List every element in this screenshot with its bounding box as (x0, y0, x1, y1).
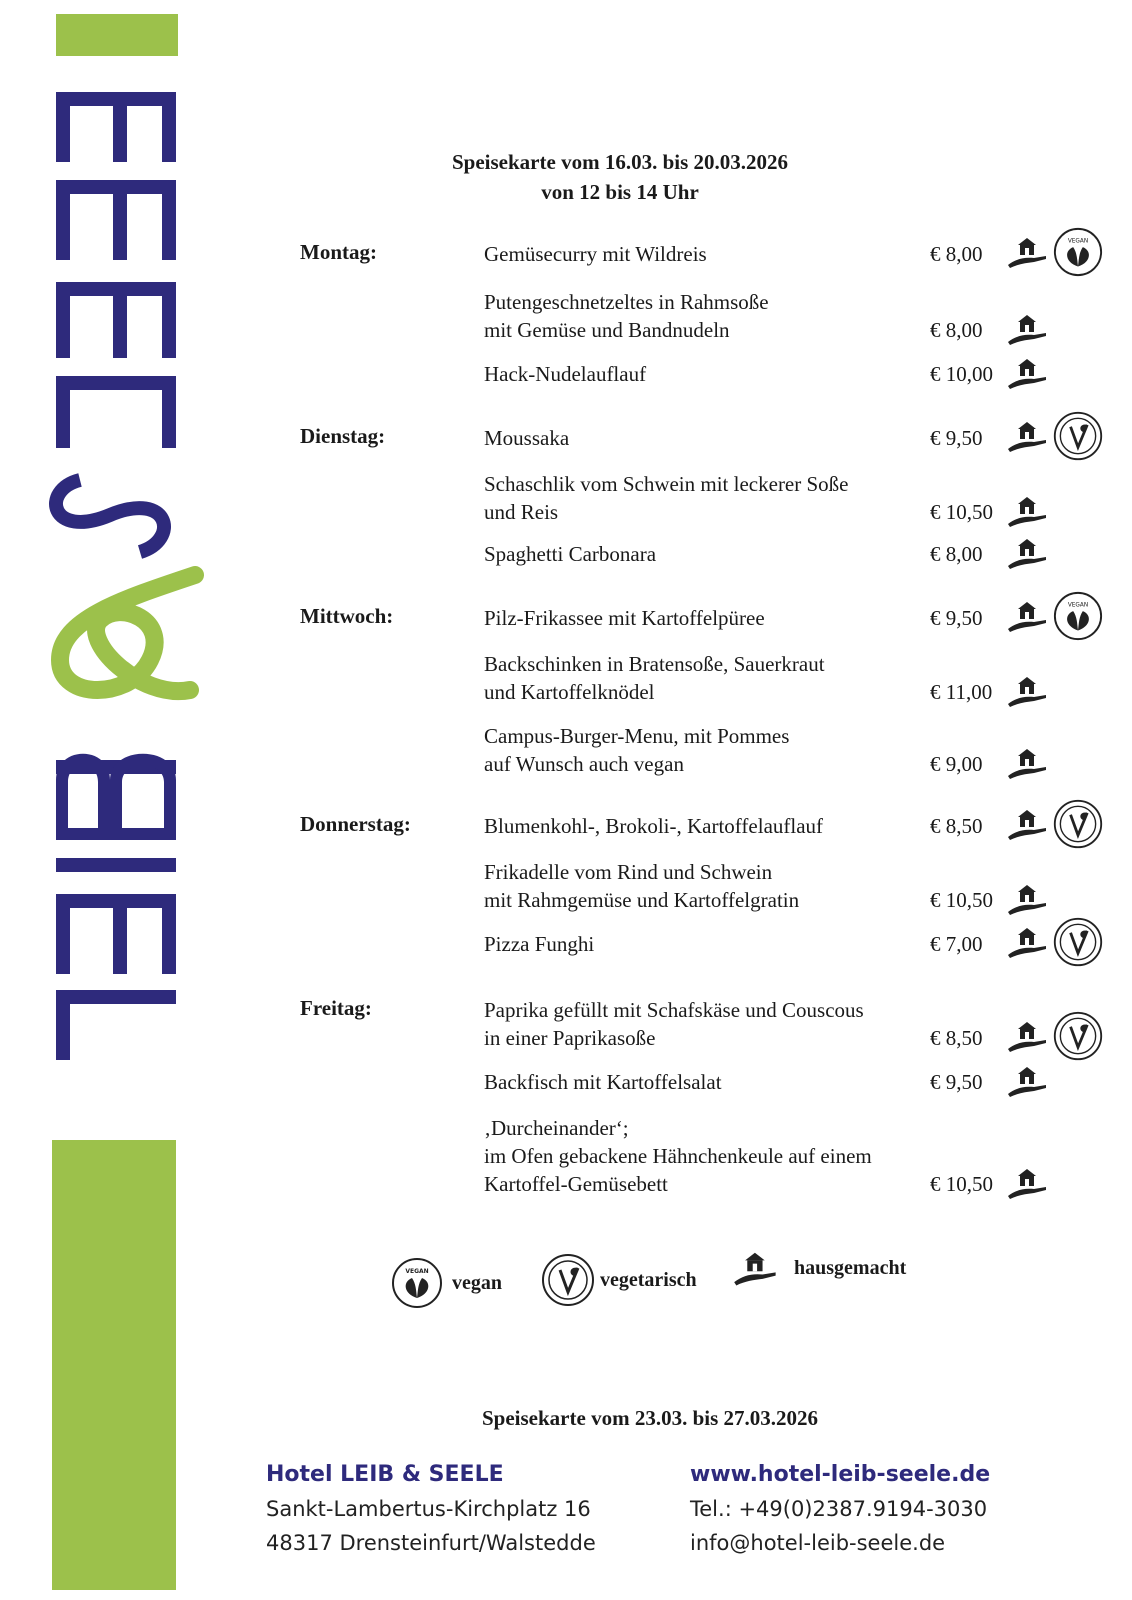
dish-badges (1006, 1010, 1104, 1062)
dish-price: € 10,00 (930, 362, 993, 386)
dish-line: Gemüsecurry mit Wildreis (484, 242, 707, 266)
vegan-seal-icon (390, 1256, 444, 1310)
homemade-hand-icon (1006, 925, 1050, 959)
homemade-hand-icon (732, 1248, 780, 1288)
dish-name (484, 650, 825, 706)
homemade-hand-icon (1006, 1166, 1050, 1200)
dish-name (484, 1068, 722, 1096)
dish-name (484, 540, 656, 568)
dish-line: Pizza Funghi (484, 932, 595, 956)
vegan-seal-icon (1052, 590, 1104, 642)
dish-line: Putengeschnetzeltes in Rahmsoße (484, 290, 769, 314)
homemade-hand-icon (1006, 882, 1050, 916)
dish-line: ‚Durcheinander‘; (484, 1116, 629, 1140)
dish-line: Backschinken in Bratensoße, Sauerkraut (484, 652, 825, 676)
dish-line: Hack-Nudelauflauf (484, 362, 647, 386)
dish-badges (1006, 798, 1104, 850)
dish-price: € 10,50 (930, 888, 993, 912)
dish-price: € 9,50 (930, 606, 983, 630)
dish-line: Backfisch mit Kartoffelsalat (484, 1070, 722, 1094)
dish-line: Schaschlik vom Schwein mit leckerer Soße (484, 472, 849, 496)
dish-name (484, 604, 765, 632)
dish-price: € 8,50 (930, 1026, 983, 1050)
dish-line: Pilz-Frikassee mit Kartoffelpüree (484, 606, 765, 630)
dish-price: € 9,00 (930, 752, 983, 776)
dish-line: mit Rahmgemüse und Kartoffelgratin (484, 888, 800, 912)
vegetarian-seal-icon (1052, 916, 1104, 968)
leib-seele-logo (0, 0, 230, 1130)
dish-name (484, 470, 849, 526)
next-week-menu: Speisekarte vom 23.03. bis 27.03.2026 (482, 1406, 818, 1430)
homemade-hand-icon (1006, 746, 1050, 780)
hotel-street: Sankt-Lambertus-Kirchplatz 16 (266, 1497, 591, 1521)
green-bar-bottom (52, 1140, 176, 1590)
dish-line: Kartoffel-Gemüsebett (484, 1172, 668, 1196)
dish-name (484, 360, 646, 388)
vegetarian-seal-icon (1052, 1010, 1104, 1062)
day-label: Donnerstag: (300, 812, 411, 836)
homemade-hand-icon (1006, 599, 1050, 633)
dish-name (484, 288, 769, 344)
dish-price: € 9,50 (930, 426, 983, 450)
dish-line: auf Wunsch auch vegan (484, 752, 684, 776)
dish-line: im Ofen gebackene Hähnchenkeule auf einem (484, 1144, 872, 1168)
dish-price: € 10,50 (930, 500, 993, 524)
dish-badges (1006, 1064, 1050, 1098)
day-label: Freitag: (300, 996, 372, 1020)
dish-name (484, 424, 569, 452)
dish-price: € 8,00 (930, 242, 983, 266)
legend (390, 1256, 950, 1326)
vegan-seal-icon (1052, 226, 1104, 278)
homemade-hand-icon (1006, 356, 1050, 390)
legend-vegan-label: vegan (452, 1271, 502, 1294)
homemade-hand-icon (1006, 494, 1050, 528)
dish-price: € 9,50 (930, 1070, 983, 1094)
dish-badges (1006, 494, 1050, 528)
dish-line: Frikadelle vom Rind und Schwein (484, 860, 773, 884)
footer-contact (690, 1458, 990, 1560)
dish-price: € 8,50 (930, 814, 983, 838)
dish-name (484, 930, 594, 958)
hotel-city: 48317 Drensteinfurt/Walstedde (266, 1531, 596, 1555)
dish-badges (1006, 410, 1104, 462)
homemade-hand-icon (1006, 674, 1050, 708)
dish-line: Blumenkohl-, Brokoli-, Kartoffelauflauf (484, 814, 824, 838)
dish-badges (1006, 226, 1104, 278)
homemade-hand-icon (1006, 536, 1050, 570)
dish-name (484, 812, 823, 840)
homemade-hand-icon (1006, 1019, 1050, 1053)
dish-price: € 8,00 (930, 318, 983, 342)
day-label: Mittwoch: (300, 604, 394, 628)
dish-badges (1006, 746, 1050, 780)
dish-badges (1006, 536, 1050, 570)
day-label: Dienstag: (300, 424, 386, 448)
dish-name (484, 1114, 872, 1198)
dish-line: Spaghetti Carbonara (484, 542, 657, 566)
dish-price: € 7,00 (930, 932, 983, 956)
hotel-name: Hotel LEIB & SEELE (266, 1462, 504, 1487)
homemade-hand-icon (1006, 807, 1050, 841)
dish-line: Moussaka (484, 426, 570, 450)
vegetarian-seal-icon (540, 1252, 596, 1308)
homemade-hand-icon (1006, 419, 1050, 453)
day-label: Montag: (300, 240, 377, 264)
dish-badges (1006, 916, 1104, 968)
dish-name (484, 722, 789, 778)
legend-vegetarian-label: vegetarisch (600, 1268, 697, 1291)
homemade-hand-icon (1006, 1064, 1050, 1098)
homemade-hand-icon (1006, 235, 1050, 269)
footer-address (266, 1458, 596, 1560)
hotel-email[interactable]: info@hotel-leib-seele.de (690, 1531, 946, 1555)
svg-text:VEGAN: VEGAN (1067, 602, 1089, 609)
dish-badges (1006, 356, 1050, 390)
dish-name (484, 858, 799, 914)
dish-line: und Kartoffelknödel (484, 680, 655, 704)
dish-line: Paprika gefüllt mit Schafskäse und Couscous (484, 998, 864, 1022)
legend-homemade-label: hausgemacht (794, 1256, 907, 1279)
dish-price: € 11,00 (930, 680, 993, 704)
svg-text:VEGAN: VEGAN (1067, 238, 1089, 245)
dish-line: in einer Paprikasoße (484, 1026, 656, 1050)
hotel-website[interactable]: www.hotel-leib-seele.de (690, 1462, 991, 1487)
dish-name (484, 996, 864, 1052)
homemade-hand-icon (1006, 312, 1050, 346)
dish-badges (1006, 674, 1050, 708)
dish-price: € 8,00 (930, 542, 983, 566)
legend-vegan (390, 1256, 502, 1310)
vegetarian-seal-icon (1052, 410, 1104, 462)
dish-badges (1006, 1166, 1050, 1200)
hotel-phone: Tel.: +49(0)2387.9194-3030 (690, 1497, 988, 1521)
dish-badges (1006, 312, 1050, 346)
svg-text:VEGAN: VEGAN (405, 1268, 429, 1275)
dish-badges (1006, 590, 1104, 642)
dish-name (484, 240, 707, 268)
dish-badges (1006, 882, 1050, 916)
legend-vegetarian (540, 1252, 697, 1308)
dish-line: Campus-Burger-Menu, mit Pommes (484, 724, 790, 748)
dish-line: und Reis (484, 500, 559, 524)
legend-homemade (732, 1248, 906, 1288)
menu-hours: von 12 bis 14 Uhr (541, 180, 699, 204)
menu-title: Speisekarte vom 16.03. bis 20.03.2026 (452, 150, 788, 174)
vegetarian-seal-icon (1052, 798, 1104, 850)
dish-price: € 10,50 (930, 1172, 993, 1196)
dish-line: mit Gemüse und Bandnudeln (484, 318, 730, 342)
